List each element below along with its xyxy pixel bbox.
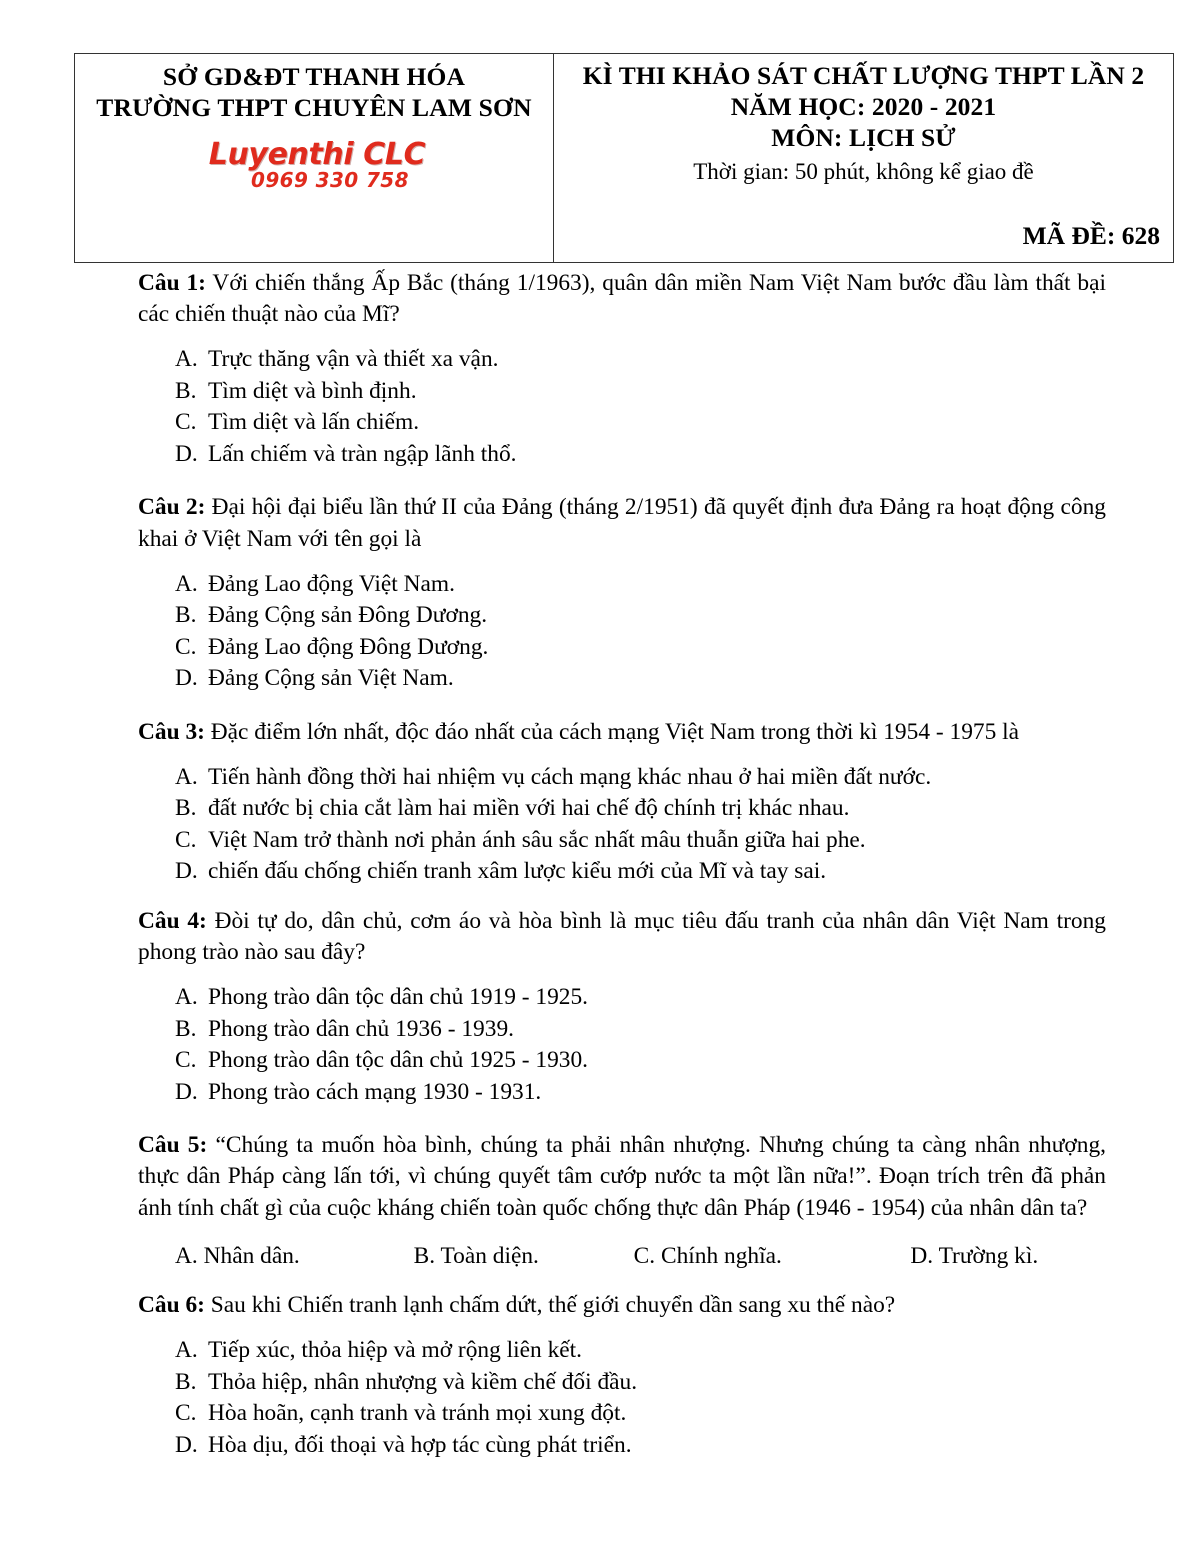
logo-brand-text: Luyenthi CLC: [208, 137, 426, 173]
header-cell-school: [75, 54, 554, 262]
question-1-body: Với chiến thắng Ấp Bắc (tháng 1/1963), quân dân miền Nam Việt Nam bước đầu làm thất bại các chiến thuật nào của Mĩ?: [138, 270, 1107, 328]
question-2-body: Đại hội đại biểu lần thứ II của Đảng (tháng 2/1951) đã quyết định đưa Đảng ra hoạt động công khai ở Việt Nam với tên gọi là: [138, 494, 1106, 552]
option-2-d[interactable]: [138, 663, 1106, 694]
option-6-c[interactable]: [138, 1398, 1106, 1429]
question-3-text: [138, 717, 1106, 748]
option-3-a[interactable]: [138, 762, 1106, 793]
option-2-a-text: Đảng Lao động Việt Nam.: [208, 570, 455, 597]
question-1-options: [138, 344, 1106, 470]
questions-container: [138, 268, 1106, 1461]
question-4-body: Đòi tự do, dân chủ, cơm áo và hòa bình là mục tiêu đấu tranh của nhân dân Việt Nam trong phong trào nào sau đây?: [138, 907, 1106, 966]
question-2-label: Câu 2:: [138, 494, 206, 521]
luyenthi-clc-logo: [75, 137, 553, 193]
option-2-a-letter: A.: [175, 570, 198, 597]
question-6: [138, 1290, 1106, 1461]
option-4-c-letter: C.: [175, 1047, 197, 1074]
option-3-c-letter: C.: [175, 826, 197, 853]
option-3-c-text: Việt Nam trở thành nơi phản ánh sâu sắc nhất mâu thuẫn giữa hai phe.: [208, 826, 866, 853]
option-5-a-text: Nhân dân.: [203, 1242, 300, 1269]
option-5-a-letter: A.: [175, 1242, 198, 1269]
option-5-d[interactable]: [910, 1241, 1106, 1272]
exam-duration: Thời gian: 50 phút, không kể giao đề: [693, 158, 1034, 184]
option-4-d-text: Phong trào cách mạng 1930 - 1931.: [208, 1078, 542, 1105]
question-5-text: [138, 1130, 1106, 1224]
option-4-b-text: Phong trào dân chủ 1936 - 1939.: [208, 1015, 514, 1042]
option-3-d-letter: D.: [175, 858, 198, 885]
option-6-b-letter: B.: [175, 1368, 197, 1395]
question-4-text: [138, 906, 1106, 968]
option-1-c-text: Tìm diệt và lấn chiếm.: [208, 409, 420, 436]
option-1-d[interactable]: [138, 439, 1106, 470]
question-3-options: [138, 762, 1106, 888]
option-1-b-text: Tìm diệt và bình định.: [208, 377, 417, 404]
question-2-text: [138, 492, 1106, 554]
option-1-c-letter: C.: [175, 409, 197, 436]
question-1-label: Câu 1:: [138, 270, 206, 296]
question-4: [138, 906, 1106, 1108]
option-3-c[interactable]: [138, 825, 1106, 856]
option-3-b[interactable]: [138, 793, 1106, 824]
option-5-b-text: Toàn diện.: [440, 1242, 539, 1269]
option-5-a[interactable]: [138, 1241, 414, 1272]
option-6-c-text: Hòa hoãn, cạnh tranh và tránh mọi xung đột.: [208, 1400, 627, 1427]
option-2-d-letter: D.: [175, 665, 198, 692]
option-5-d-letter: D.: [910, 1242, 934, 1269]
question-spacer: [138, 1272, 1106, 1290]
option-3-d-text: chiến đấu chống chiến tranh xâm lược kiểu mới của Mĩ và tay sai.: [208, 858, 827, 885]
question-4-label: Câu 4:: [138, 907, 207, 934]
option-2-b[interactable]: [138, 600, 1106, 631]
option-2-c-text: Đảng Lao động Đông Dương.: [208, 633, 489, 660]
exam-title: KÌ THI KHẢO SÁT CHẤT LƯỢNG THPT LẦN 2: [582, 61, 1145, 90]
option-6-a[interactable]: [138, 1335, 1106, 1366]
option-1-a[interactable]: [138, 344, 1106, 375]
question-1: [138, 268, 1106, 470]
option-5-c-text: Chính nghĩa.: [660, 1242, 782, 1269]
option-3-d[interactable]: [138, 856, 1106, 887]
option-3-a-letter: A.: [175, 763, 198, 790]
option-4-a-letter: A.: [175, 984, 198, 1011]
question-5-body: “Chúng ta muốn hòa bình, chúng ta phải nhân nhượng. Nhưng chúng ta càng nhân nhượng, thực dân Pháp càng lấn tới, vì chúng quyết tâm cướp nước ta một lần nữa!”. Đoạn trích trên đã phản ánh tính chất gì của cuộc kháng chiến toàn quốc chống thực dân Pháp (1946 - 1954) của nhân dân ta?: [138, 1132, 1106, 1221]
option-2-c[interactable]: [138, 632, 1106, 663]
option-5-c-letter: C.: [633, 1242, 656, 1269]
option-2-d-text: Đảng Cộng sản Việt Nam.: [208, 665, 454, 692]
option-1-b-letter: B.: [175, 377, 197, 404]
option-6-d-letter: D.: [175, 1431, 198, 1458]
option-5-b[interactable]: [414, 1241, 634, 1272]
question-4-options: [138, 982, 1106, 1108]
option-2-a[interactable]: [138, 569, 1106, 600]
question-spacer: [138, 695, 1106, 717]
option-2-b-letter: B.: [175, 602, 197, 629]
school-year: NĂM HỌC: 2020 - 2021: [730, 91, 997, 121]
option-4-d-letter: D.: [175, 1078, 198, 1105]
option-5-c[interactable]: [634, 1241, 911, 1272]
option-2-b-text: Đảng Cộng sản Đông Dương.: [208, 602, 488, 629]
logo-phone-number: 0969 330 758: [251, 168, 409, 193]
option-5-d-text: Trường kì.: [938, 1242, 1039, 1269]
option-3-a-text: Tiến hành đồng thời hai nhiệm vụ cách mạng khác nhau ở hai miền đất nước.: [208, 763, 932, 790]
option-6-b-text: Thỏa hiệp, nhân nhượng và kiềm chế đối đầu.: [208, 1368, 638, 1395]
option-1-c[interactable]: [138, 407, 1106, 438]
option-6-d-text: Hòa dịu, đối thoại và hợp tác cùng phát triển.: [208, 1431, 632, 1458]
question-6-body: Sau khi Chiến tranh lạnh chấm dứt, thế giới chuyển dần sang xu thế nào?: [204, 1292, 896, 1319]
question-3: [138, 717, 1106, 888]
option-4-d[interactable]: [138, 1077, 1106, 1108]
question-1-text: [138, 268, 1106, 330]
option-4-c[interactable]: [138, 1045, 1106, 1076]
option-4-b[interactable]: [138, 1014, 1106, 1045]
question-5: [138, 1130, 1106, 1272]
exam-subject: MÔN: LỊCH SỬ: [771, 122, 956, 152]
option-1-d-text: Lấn chiếm và tràn ngập lãnh thổ.: [208, 440, 517, 467]
exam-header-table: [74, 53, 1174, 263]
question-spacer: [138, 1108, 1106, 1130]
question-6-text: [138, 1290, 1106, 1321]
option-1-b[interactable]: [138, 376, 1106, 407]
question-6-options: [138, 1335, 1106, 1461]
question-6-label: Câu 6:: [138, 1292, 205, 1319]
option-4-b-letter: B.: [175, 1015, 197, 1042]
option-5-b-letter: B.: [413, 1242, 436, 1269]
question-3-body: Đặc điểm lớn nhất, độc đáo nhất của cách mạng Việt Nam trong thời kì 1954 - 1975 là: [204, 718, 1020, 745]
exam-code: MÃ ĐỀ: 628: [1022, 221, 1160, 251]
question-5-options: [138, 1241, 1106, 1272]
option-3-b-text: đất nước bị chia cắt làm hai miền với hai chế độ chính trị khác nhau.: [208, 795, 850, 822]
option-6-b[interactable]: [138, 1367, 1106, 1398]
option-3-b-letter: B.: [175, 795, 197, 822]
option-1-a-text: Trực thăng vận và thiết xa vận.: [208, 346, 499, 373]
option-4-c-text: Phong trào dân tộc dân chủ 1925 - 1930.: [208, 1047, 589, 1074]
option-4-a[interactable]: [138, 982, 1106, 1013]
option-6-d[interactable]: [138, 1430, 1106, 1461]
question-2-options: [138, 569, 1106, 695]
option-4-a-text: Phong trào dân tộc dân chủ 1919 - 1925.: [208, 984, 589, 1011]
option-6-a-letter: A.: [175, 1337, 198, 1364]
department-name: SỞ GD&ĐT THANH HÓA: [162, 62, 466, 91]
question-3-label: Câu 3:: [138, 718, 205, 745]
header-cell-exam-info: [554, 54, 1173, 262]
school-name: TRƯỜNG THPT CHUYÊN LAM SƠN: [96, 93, 532, 123]
question-spacer: [138, 470, 1106, 492]
question-5-label: Câu 5:: [138, 1132, 208, 1159]
option-1-d-letter: D.: [175, 440, 198, 467]
option-6-c-letter: C.: [175, 1400, 197, 1427]
option-6-a-text: Tiếp xúc, thỏa hiệp và mở rộng liên kết.: [208, 1337, 582, 1364]
question-spacer: [138, 888, 1106, 906]
question-2: [138, 492, 1106, 694]
option-1-a-letter: A.: [175, 346, 198, 373]
option-2-c-letter: C.: [175, 633, 197, 660]
